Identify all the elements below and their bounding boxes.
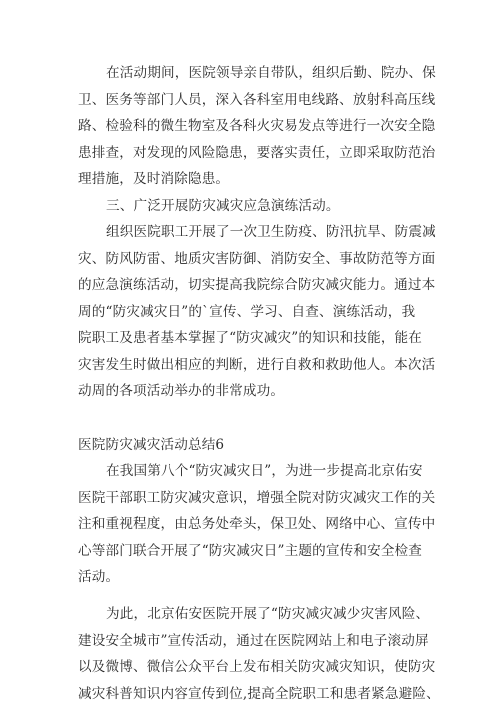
paragraph-line: 注和重视程度，由总务处牵头，保卫处、网络中心、宣传中	[78, 516, 436, 532]
paragraph-line: 活动。	[78, 569, 120, 585]
paragraph-line: 组织医院职工开展了一次卫生防疫、防汛抗旱、防震减	[106, 224, 436, 240]
paragraph-line: 心等部门联合开展了“防灾减灾日”主题的宣传和安全检查	[78, 543, 423, 559]
paragraph-line: 患排查，对发现的风险隐患，要落实责任，立即采取防范治	[78, 145, 436, 161]
paragraph-line: 院职工及患者基本掌握了“防灾减灾”的知识和技能，能在	[78, 330, 423, 346]
paragraph-line: 为此，北京佑安医院开展了“防灾减灾减少灾害风险、	[106, 606, 430, 622]
paragraph-line: 路、检验科的微生物室及各科火灾易发点等进行一次安全隐	[78, 118, 436, 134]
paragraph-line: 在活动期间，医院领导亲自带队，组织后勤、院办、保	[106, 65, 436, 81]
document-subtitle: 医院防灾减灾活动总结6	[78, 437, 225, 453]
paragraph-line: 灾害发生时做出相应的判断，进行自救和救助他人。本次活	[78, 357, 436, 373]
paragraph-line: 卫、医务等部门人员，深入各科室用电线路、放射科高压线	[78, 92, 436, 108]
paragraph-line: 的应急演练活动，切实提高我院综合防灾减灾能力。通过本	[78, 277, 436, 293]
paragraph-line: 建设安全城市”宣传活动，通过在医院网站上和电子滚动屏	[78, 633, 429, 649]
paragraph-line: 周的“防灾减灾日”的`宣传、学习、自查、演练活动，我	[78, 304, 416, 320]
paragraph-line: 医院干部职工防灾减灾意识，增强全院对防灾减灾工作的关	[78, 490, 436, 506]
paragraph-line: 动周的各项活动举办的非常成功。	[78, 383, 285, 399]
paragraph-line: 灾、防风防雷、地质灾害防御、消防安全、事故防范等方面	[78, 251, 436, 267]
paragraph-line: 减灾科普知识内容宣传到位,提高全院职工和患者紧急避险、	[78, 686, 440, 702]
paragraph-line: 以及微博、微信公众平台上发布相关防灾减灾知识，使防灾	[78, 659, 436, 675]
section-heading: 三、广泛开展防灾减灾应急演练活动。	[106, 198, 340, 214]
paragraph-line: 理措施，及时消除隐患。	[78, 171, 230, 187]
paragraph-line: 在我国第八个“防灾减灾日”，为进一步提高北京佑安	[106, 463, 423, 479]
